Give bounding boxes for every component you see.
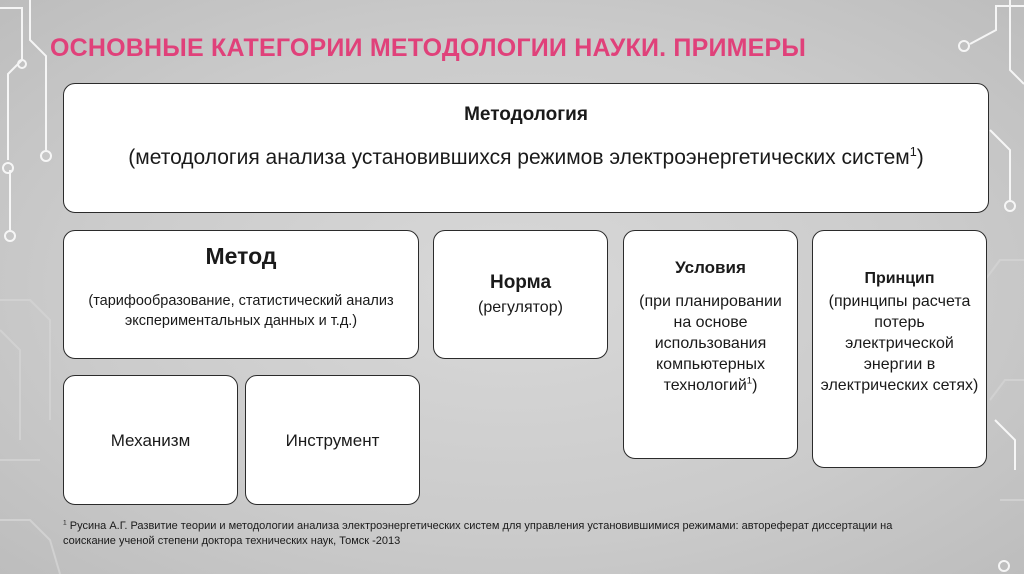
methodology-text-block	[84, 143, 968, 172]
conditions-box	[623, 230, 798, 459]
conditions-text-block	[630, 291, 791, 396]
norm-text: (регулятор)	[478, 299, 563, 316]
footnote-text: Русина А.Г. Развитие теории и методологии анализа электроэнергетических систем для управления установившимися режимами: автореферат диссертации на соискание ученой степени доктора технических наук, Томск -2013	[63, 520, 893, 547]
footnote	[63, 519, 943, 549]
page-title: ОСНОВНЫЕ КАТЕГОРИИ МЕТОДОЛОГИИ НАУКИ. ПРИМЕРЫ	[50, 34, 807, 62]
norm-heading: Норма	[489, 272, 552, 293]
instrument-text: Инструмент	[285, 431, 380, 450]
method-box	[63, 230, 419, 359]
mechanism-box	[63, 375, 238, 505]
principle-box	[812, 230, 987, 468]
conditions-text-end: )	[752, 377, 758, 394]
methodology-text: (методология анализа установившихся режимов электроэнергетических систем	[128, 146, 910, 169]
method-text: (тарифообразование, статистический анализ экспериментальных данных и т.д.)	[88, 293, 394, 329]
mechanism-text: Механизм	[110, 431, 191, 450]
conditions-footnote-ref: 1	[746, 375, 753, 387]
footnote-marker: 1	[63, 519, 67, 527]
methodology-heading: Методология	[464, 104, 588, 125]
methodology-footnote-ref: 1	[909, 145, 917, 159]
principle-text: (принципы расчета потерь электрической энергии в электрических сетях)	[820, 293, 979, 394]
conditions-heading: Условия	[675, 258, 746, 277]
conditions-text: (при планировании на основе использования компьютерных технологий	[639, 293, 782, 394]
instrument-box	[245, 375, 420, 505]
norm-box	[433, 230, 608, 359]
method-heading: Метод	[205, 243, 277, 269]
methodology-box	[63, 83, 989, 213]
methodology-text-end: )	[916, 146, 924, 169]
principle-heading: Принцип	[864, 270, 935, 287]
